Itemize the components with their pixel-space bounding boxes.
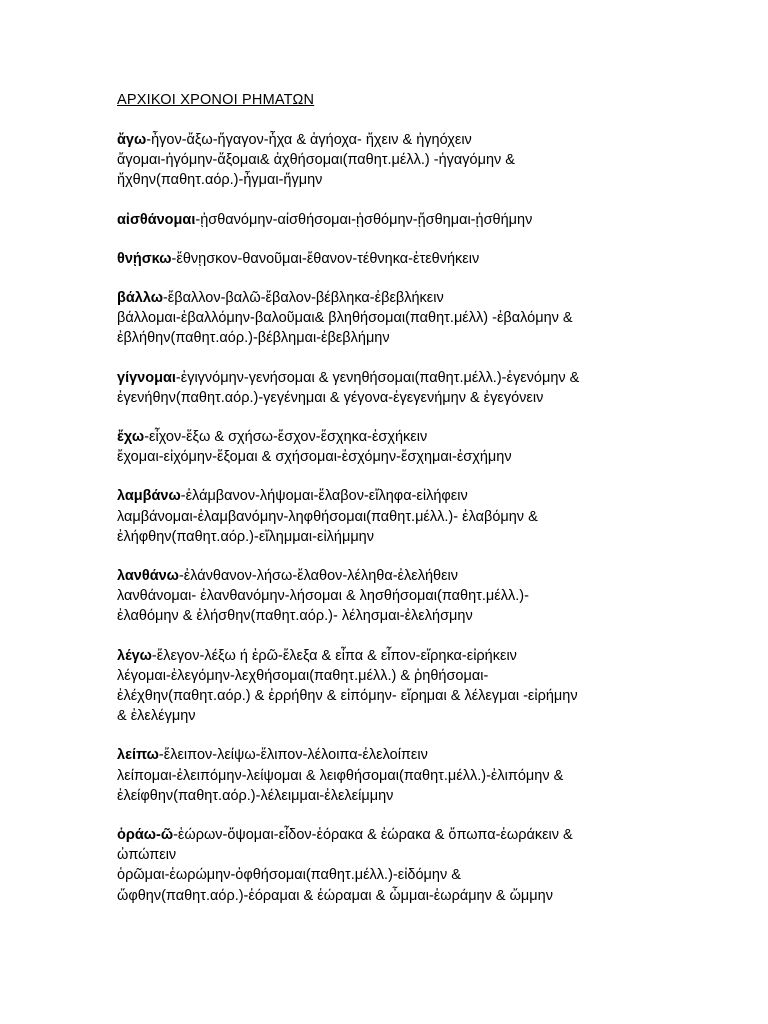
verb-lemma: θνῄσκω	[117, 250, 172, 267]
entry-line: λαμβάνομαι-ἐλαμβανόμην-ληφθήσομαι(παθητ.μέλλ.)- ἐλαβόμην &	[117, 508, 538, 525]
verb-entry-thnisko	[117, 249, 737, 269]
entry-line: ἐγενήθην(παθητ.αόρ.)-γεγένημαι & γέγονα-ἐγεγενήμην & ἐγεγόνειν	[117, 389, 544, 406]
verb-lemma: λανθάνω	[117, 568, 179, 585]
verb-entry-leipo	[117, 745, 737, 806]
entry-line: βάλλομαι-ἐβαλλόμην-βαλοῦμαι& βληθήσομαι(παθητ.μέλλ) -ἐβαλόμην &	[117, 310, 573, 327]
entry-line	[117, 486, 737, 506]
entry-line: ἐλήφθην(παθητ.αόρ.)-εἴλημμαι-εἰλήμμην	[117, 528, 374, 545]
principal-parts: -ἔλειπον-λείψω-ἔλιπον-λέλοιπα-ἐλελοίπειν	[158, 747, 428, 764]
entry-line: ἐβλήθην(παθητ.αόρ.)-βέβλημαι-ἐβεβλήμην	[117, 330, 390, 347]
verb-entry-vallo	[117, 288, 737, 349]
principal-parts: -ᾐσθανόμην-αἰσθήσομαι-ᾐσθόμην-ᾔσθημαι-ᾐσθήμην	[195, 211, 533, 228]
principal-parts: -ἐγιγνόμην-γενήσομαι & γενηθήσομαι(παθητ.μέλλ.)-ἐγενόμην &	[175, 369, 580, 386]
verb-entry-echo	[117, 427, 737, 467]
verb-entry-lamvano	[117, 486, 737, 547]
entry-line	[117, 427, 737, 447]
entry-line: ὠπώπειν	[117, 847, 177, 864]
principal-parts: -ἔθνῃσκον-θανοῦμαι-ἔθανον-τέθνηκα-ἐτεθνήκειν	[171, 250, 480, 267]
verb-lemma: γίγνομαι	[117, 369, 176, 386]
page-title: ΑΡΧΙΚΟΙ ΧΡΟΝΟΙ ΡΗΜΑΤΩΝ	[117, 92, 315, 108]
entry-line: ὤφθην(παθητ.αόρ.)-ἑόραμαι & ἑώραμαι & ὦμμαι-ἑωράμην & ὤμμην	[117, 887, 553, 904]
principal-parts: -ἐλάνθανον-λήσω-ἔλαθον-λέληθα-ἐλελήθειν	[178, 568, 459, 585]
verb-lemma: λαμβάνω	[117, 488, 181, 505]
verb-entry-lanthano	[117, 566, 737, 627]
entry-line: & ἐλελέγμην	[117, 708, 196, 725]
entry-line	[117, 825, 737, 845]
principal-parts: -ἔλεγον-λέξω ή ἐρῶ-ἔλεξα & εἶπα & εἶπον-εἴρηκα-εἰρήκειν	[151, 647, 517, 664]
entry-line	[117, 249, 737, 269]
principal-parts: -ἑώρων-ὄψομαι-εἶδον-ἑόρακα & ἑώρακα & ὄπωπα-ἑωράκειν &	[173, 827, 573, 844]
document-page	[117, 90, 737, 925]
verb-entry-ago	[117, 130, 737, 191]
principal-parts: -εἶχον-ἕξω & σχήσω-ἔσχον-ἔσχηκα-ἐσχήκειν	[144, 429, 428, 446]
entry-line: ἤχθην(παθητ.αόρ.)-ἦγμαι-ἤγμην	[117, 172, 323, 189]
entry-line: ἐλείφθην(παθητ.αόρ.)-λέλειμμαι-ἐλελείμμην	[117, 787, 394, 804]
verb-lemma: ὁράω-ῶ	[117, 827, 174, 844]
entry-line	[117, 566, 737, 586]
entry-line	[117, 646, 737, 666]
verb-entry-lego	[117, 646, 737, 727]
verb-lemma: λέγω	[117, 647, 152, 664]
principal-parts: -ἔβαλλον-βαλῶ-ἔβαλον-βέβληκα-ἐβεβλήκειν	[162, 290, 444, 307]
entry-line: ἔχομαι-εἰχόμην-ἕξομαι & σχήσομαι-ἐσχόμην-ἔσχημαι-ἐσχήμην	[117, 449, 512, 466]
verb-lemma: αἰσθάνομαι	[117, 211, 196, 228]
entry-line	[117, 130, 737, 150]
verb-lemma: ἔχω	[117, 429, 145, 446]
verb-lemma: ἄγω	[117, 132, 147, 148]
entry-line: λανθάνομαι- ἐλανθανόμην-λήσομαι & λησθήσομαι(παθητ.μέλλ.)-	[117, 588, 529, 605]
principal-parts: -ἐλάμβανον-λήψομαι-ἔλαβον-εἴληφα-εἰλήφειν	[180, 488, 468, 505]
entry-line: λείπομαι-ἐλειπόμην-λείψομαι & λειφθήσομαι(παθητ.μέλλ.)-ἐλιπόμην &	[117, 767, 564, 784]
principal-parts: -ἦγον-ἄξω-ἤγαγον-ἦχα & ἀγήοχα- ἤχειν & ἠγηόχειν	[146, 132, 472, 148]
entry-line	[117, 745, 737, 765]
entry-line: λέγομαι-ἐλεγόμην-λεχθήσομαι(παθητ.μέλλ.) & ῥηθήσομαι-	[117, 667, 489, 684]
entry-line: ἄγομαι-ἠγόμην-ἄξομαι& ἀχθήσομαι(παθητ.μέλλ.) -ἠγαγόμην &	[117, 152, 515, 169]
verb-lemma: λείπω	[117, 747, 159, 764]
entry-line	[117, 288, 737, 308]
entry-line	[117, 368, 737, 388]
verb-lemma: βάλλω	[117, 290, 163, 307]
entry-line: ὁρῶμαι-ἑωρώμην-ὀφθήσομαι(παθητ.μέλλ.)-εἰδόμην &	[117, 867, 461, 884]
verb-entry-gignomai	[117, 368, 737, 408]
verb-entry-orao	[117, 825, 737, 906]
verb-entry-aisthanomai	[117, 210, 737, 230]
entry-line: ἐλέχθην(παθητ.αόρ.) & ἐρρήθην & εἰπόμην- εἴρημαι & λέλεγμαι -εἰρήμην	[117, 688, 578, 705]
entry-line	[117, 210, 737, 230]
entry-line: ἐλαθόμην & ἐλήσθην(παθητ.αόρ.)- λέλησμαι-ἐλελήσμην	[117, 608, 473, 625]
